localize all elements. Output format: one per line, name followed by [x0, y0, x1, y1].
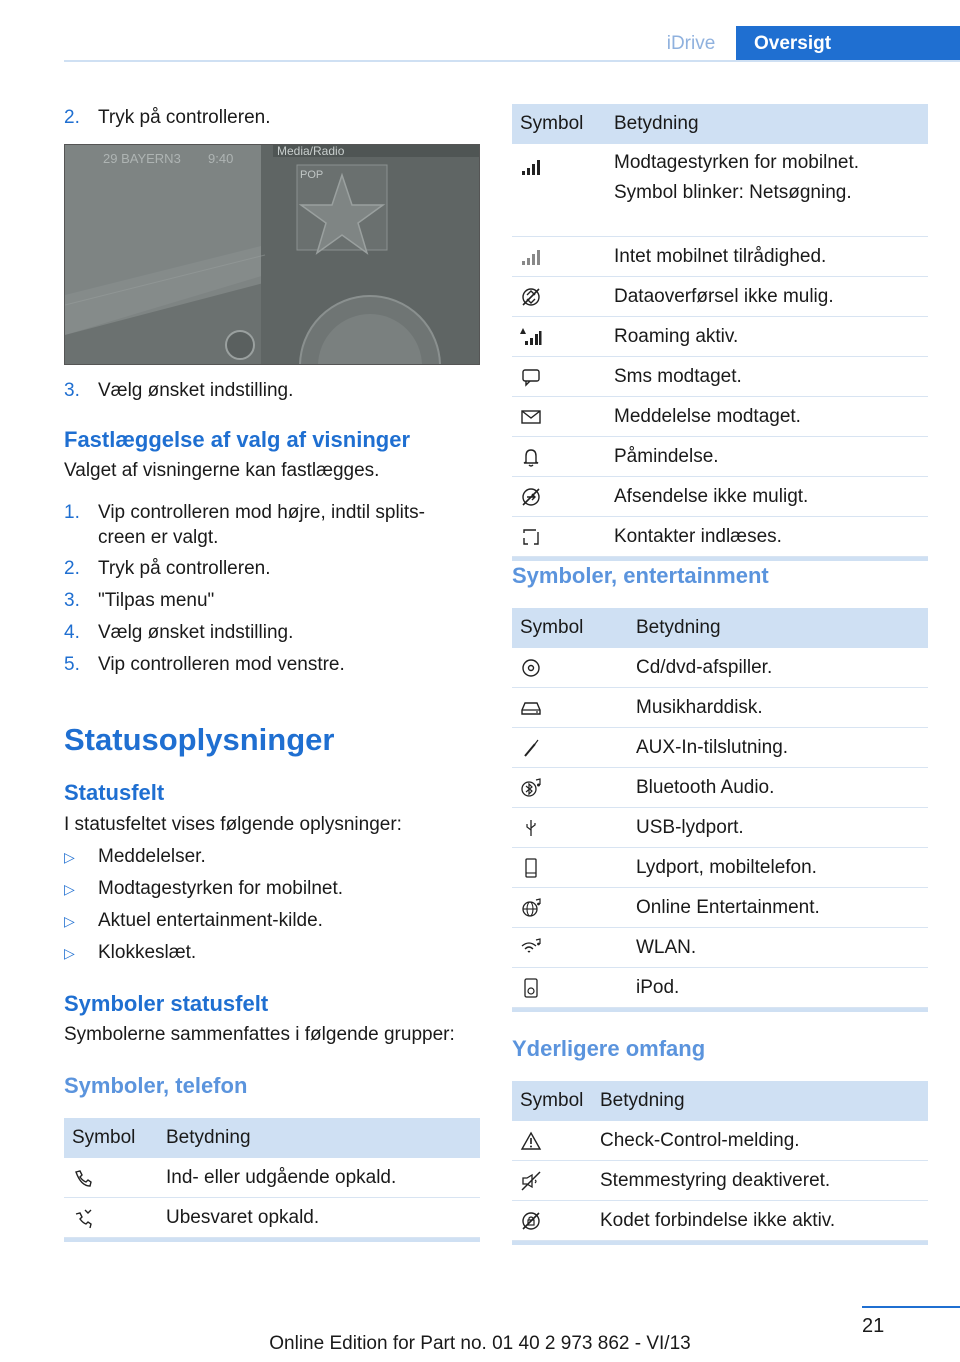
edition-text: Online Edition for Part no. 01 40 2 973 862 - VI/13: [269, 1333, 691, 1354]
table-row: [64, 1198, 480, 1238]
table-row: [512, 808, 928, 848]
table-row: [512, 477, 928, 517]
row-text: iPod.: [636, 976, 680, 998]
sms-icon: [520, 366, 542, 388]
row-text: Online Entertainment.: [636, 896, 820, 918]
table-header: [64, 1118, 480, 1158]
table-row: [512, 1161, 928, 1201]
row-text: Intet mobilnet tilrådighed.: [614, 245, 827, 267]
row-text: Bluetooth Audio.: [636, 776, 775, 798]
idrive-screen-illustration: [65, 145, 480, 365]
symbols-intro: Symbolerne sammenfattes i følgende grupper:: [64, 1024, 455, 1045]
bullet-item: [64, 942, 196, 964]
row-text: WLAN.: [636, 936, 697, 958]
online-globe-icon: [520, 897, 542, 919]
bullet-marker-icon: ▷: [64, 945, 75, 961]
bullet-item: [64, 910, 323, 932]
step-number: 1.: [64, 502, 80, 523]
fix-step-1: [64, 500, 480, 550]
table-end-rule: [512, 1241, 928, 1245]
warning-triangle-icon: [520, 1130, 542, 1152]
fix-step-3: [64, 588, 480, 613]
page-number: 21: [862, 1315, 885, 1337]
bullet-marker-icon: ▷: [64, 881, 75, 897]
table-row: [512, 768, 928, 808]
row-text: Påmindelse.: [614, 445, 719, 467]
table-row: [512, 688, 928, 728]
column-header-symbol: Symbol: [72, 1127, 136, 1148]
table-header: [512, 104, 928, 144]
table-row: [512, 928, 928, 968]
statusfelt-intro: I statusfeltet vises følgende oplysninger:: [64, 814, 402, 835]
column-header-meaning: Betydning: [600, 1090, 685, 1111]
screen-genre-text: POP: [300, 169, 324, 181]
table-row: [512, 1201, 928, 1241]
table-header: [512, 608, 928, 648]
hard-disk-icon: [520, 697, 542, 719]
table-row: [512, 648, 928, 688]
row-text: Kodet forbindelse ikke aktiv.: [600, 1209, 836, 1231]
disc-icon: [520, 657, 542, 679]
step-number: 3.: [64, 590, 80, 611]
row-text: Kontakter indlæses.: [614, 525, 782, 547]
bullet-text: Klokkeslæt.: [98, 942, 197, 963]
step-number: 2.: [64, 107, 80, 128]
table-row: [512, 277, 928, 317]
extra-symbol-table: [512, 1081, 928, 1245]
step-text: Vælg ønsket indstilling.: [98, 380, 294, 401]
table-row: [512, 397, 928, 437]
screen-station-text: 29 BAYERN3: [103, 151, 181, 166]
bullet-item: [64, 846, 206, 868]
row-text: Meddelelse modtaget.: [614, 405, 801, 427]
row-text: Dataoverførsel ikke mulig.: [614, 285, 834, 307]
bullet-marker-icon: ▷: [64, 913, 75, 929]
phone-call-icon: [72, 1167, 94, 1189]
encryption-off-icon: [520, 1210, 542, 1232]
voice-off-icon: [520, 1170, 542, 1192]
bluetooth-audio-icon: [520, 777, 542, 799]
missed-call-icon: [72, 1207, 94, 1229]
fix-view-heading: Fastlæggelse af valg af visninger: [64, 427, 411, 452]
symbols-heading: Symboler statusfelt: [64, 991, 269, 1016]
table-row: [64, 1158, 480, 1198]
step-3: [64, 378, 480, 403]
telefon-symbol-table: [64, 1118, 480, 1242]
table-row: [512, 317, 928, 357]
statusfelt-heading: Statusfelt: [64, 780, 165, 805]
row-text: Roaming aktiv.: [614, 325, 739, 347]
bullet-item: [64, 878, 343, 900]
entertainment-heading: Symboler, entertainment: [512, 563, 769, 588]
fix-step-5: [64, 652, 480, 677]
column-header-meaning: Betydning: [166, 1127, 251, 1148]
ipod-icon: [520, 977, 542, 999]
table-row: [512, 144, 928, 237]
status-info-heading: Statusoplysninger: [64, 722, 335, 757]
bell-icon: [520, 446, 542, 468]
row-text: Check-Control-melding.: [600, 1129, 800, 1151]
roaming-icon: [520, 326, 542, 348]
row-text: Sms modtaget.: [614, 365, 742, 387]
mobile-phone-icon: [520, 857, 542, 879]
table-row: [512, 517, 928, 557]
table-end-rule: [64, 1238, 480, 1242]
bullet-text: Aktuel entertainment-kilde.: [98, 910, 323, 931]
bullet-text: Modtagestyrken for mobilnet.: [98, 878, 344, 899]
row-text: Ubesvaret opkald.: [166, 1206, 320, 1228]
table-end-rule: [512, 1008, 928, 1012]
aux-plug-icon: [520, 737, 542, 759]
row-text: Musikharddisk.: [636, 696, 763, 718]
table-row: [512, 888, 928, 928]
fix-step-4: [64, 620, 480, 645]
step-2: [64, 105, 480, 130]
header-section-label: iDrive: [666, 32, 716, 54]
fix-view-intro: Valget af visningerne kan fastlægges.: [64, 460, 380, 481]
entertainment-symbol-table: [512, 608, 928, 1012]
table-row: [512, 728, 928, 768]
usb-icon: [520, 817, 542, 839]
table-row: [512, 1121, 928, 1161]
column-header-meaning: Betydning: [614, 113, 699, 134]
step-number: 5.: [64, 654, 80, 675]
table-header: [512, 1081, 928, 1121]
step-text: Vælg ønsket indstilling.: [98, 622, 294, 643]
row-text: Stemmestyring deaktiveret.: [600, 1169, 831, 1191]
fix-step-2: [64, 556, 480, 581]
step-number: 4.: [64, 622, 80, 643]
column-header-symbol: Symbol: [520, 1090, 584, 1111]
signal-strength-icon: [520, 156, 542, 178]
footer-rule: [862, 1306, 960, 1308]
row-text: USB-lydport.: [636, 816, 744, 838]
row-text: Lydport, mobiltelefon.: [636, 856, 817, 878]
step-text: Tryk på controlleren.: [98, 558, 271, 579]
bullet-marker-icon: ▷: [64, 849, 75, 865]
step-text: Vip controlleren mod højre, indtil splits-creen er valgt.: [98, 502, 426, 548]
contacts-loading-icon: [520, 526, 542, 548]
step-number: 2.: [64, 558, 80, 579]
row-text-block: [614, 152, 859, 204]
send-blocked-icon: [520, 486, 542, 508]
idrive-screen-figure: [64, 144, 480, 365]
header-rule: [64, 60, 960, 62]
table-row: [512, 437, 928, 477]
row-text: AUX-In-tilslutning.: [636, 736, 789, 758]
telefon-heading: Symboler, telefon: [64, 1073, 248, 1098]
table-row: [512, 848, 928, 888]
table-row: [512, 357, 928, 397]
header-section-tab: Oversigt: [736, 26, 960, 61]
step-text: "Tilpas menu": [98, 590, 215, 611]
phone-status-symbol-table: [512, 104, 928, 561]
table-end-rule: [512, 557, 928, 561]
column-header-symbol: Symbol: [520, 113, 584, 134]
step-number: 3.: [64, 380, 80, 401]
table-row: [512, 237, 928, 277]
column-header-meaning: Betydning: [636, 617, 721, 638]
column-header-symbol: Symbol: [520, 617, 584, 638]
bullet-text: Meddelelser.: [98, 846, 206, 867]
row-text-secondary: Symbol blinker: Netsøgning.: [614, 182, 852, 203]
step-text: Vip controlleren mod venstre.: [98, 654, 345, 675]
no-signal-icon: [520, 246, 542, 268]
screen-time-text: 9:40: [208, 151, 234, 166]
row-text: Modtagestyrken for mobilnet.: [614, 152, 860, 173]
wlan-icon: [520, 937, 542, 959]
screen-menu-text: Media/Radio: [277, 145, 345, 158]
row-text: Ind- eller udgående opkald.: [166, 1166, 397, 1188]
row-text: Afsendelse ikke muligt.: [614, 485, 809, 507]
step-text: Tryk på controlleren.: [98, 107, 271, 128]
data-blocked-icon: [520, 286, 542, 308]
row-text: Cd/dvd-afspiller.: [636, 656, 773, 678]
table-row: [512, 968, 928, 1008]
extra-heading: Yderligere omfang: [512, 1036, 706, 1061]
envelope-icon: [520, 406, 542, 428]
